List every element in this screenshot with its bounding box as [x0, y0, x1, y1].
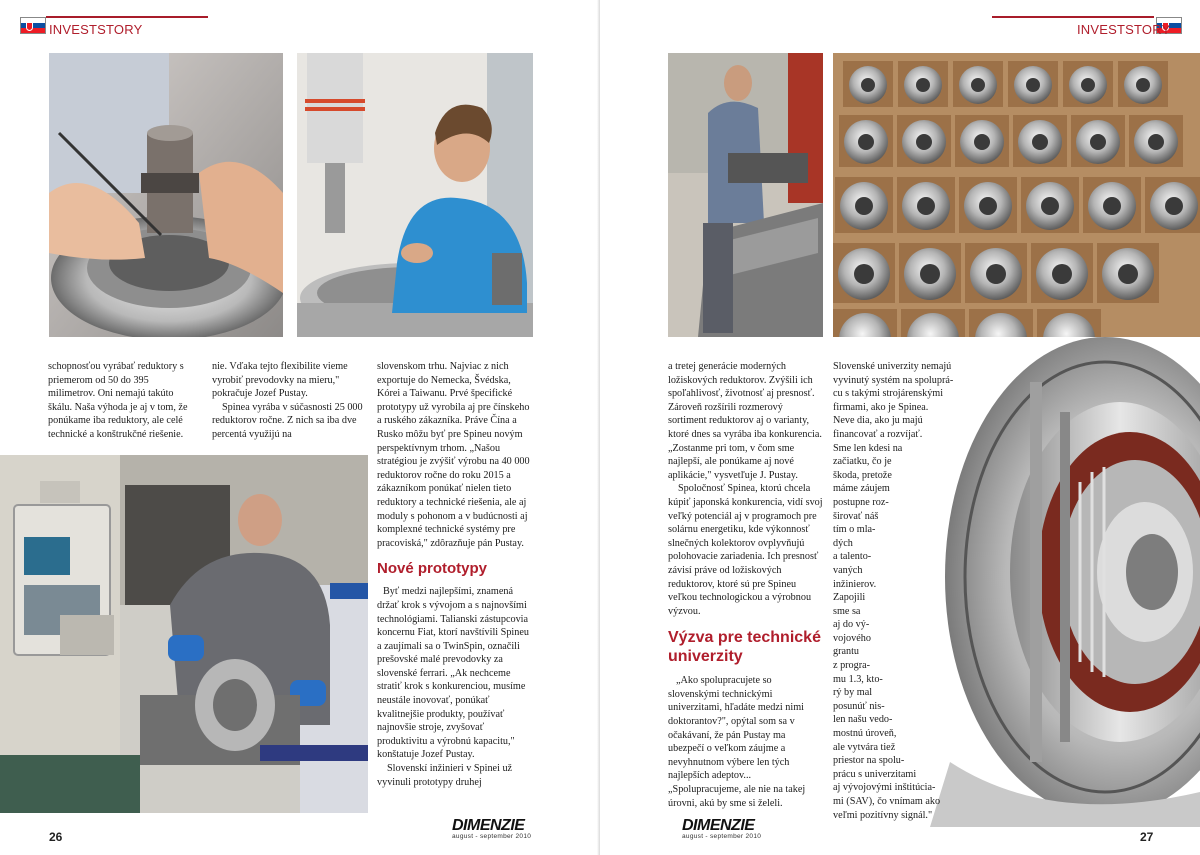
subheading: Výzva pre technické univerzity [668, 629, 821, 666]
reducer-cutaway-illustration [930, 322, 1200, 827]
article-column [377, 360, 533, 789]
page-number: 27 [1140, 830, 1154, 844]
text-line: inžinierov. [833, 578, 877, 590]
text-line: postupne roz- [833, 496, 889, 508]
section-label: INVESTSTORY [49, 22, 143, 37]
paragraph: slovenskom trhu. Najviac z nich exportuje do Nemecka, Švédska, Kórei a Taiwanu. Prvé špecifické prototypy už vyrobila aj pre čínskeho a ruského zákazníka. Práve Čína a Rusko môžu byť pre Spineu novým perspektívnym trhom. „Našou stratégiou je zvýšiť výrobu na 40 000 reduktorov ročne do roku 2015 a zákazníkom ponúkať nielen tieto reduktory a technické riešenia, ale aj moduly s pohonom a v budúcnosti aj komplexné technické systémy pre pracoviská," zdôrazňuje pán Pustay. [377, 361, 530, 549]
article-column-wrapped [833, 360, 963, 822]
logo-wordmark: DIMENZIE [452, 817, 525, 834]
article-column [212, 360, 364, 442]
text-line: firmami, ako je Spinea. [833, 401, 929, 413]
paragraph: Byť medzi najlepšími, znamená držať krok s vývojom a s najnovšími technológiami. Talianski zástupcovia koncernu Fiat, ktorí navštívili Spineu a zaujímali sa o TwinSpin, označili prešovské malé prevodovky za slovenské ferrari. „Ak nechceme stratiť krok s konkurenciou, musíme neustále inovovať, ponúkať kvalitnejšie produkty, používať najnovšie stroje, zvyšovať produktivitu a výrobnú kapacitu," konštatuje Jozef Pustay. [377, 586, 529, 761]
text-line: financovať a rozvíjať. [833, 428, 923, 440]
paragraph: a tretej generácie moderných ložiskových reduktorov. Zvýšili ich spoľahlivosť, životnosť aj presnosť. Zároveň rozšírili rozmerový sortiment reduktorov aj o varianty, ktoré dnes sa vyrába iba konkurencia. „Zostanme pri tom, v čom sme najlepší, ale ponúkame aj nové aplikácie," vysvetľuje J. Pustay. [668, 361, 822, 481]
text-line: vaných [833, 564, 863, 576]
text-line: rý by mal [833, 687, 873, 699]
text-line: ale vytvára tiež [833, 741, 896, 753]
text-line: aj vývojovými inštitúcia- [833, 782, 936, 794]
paragraph: Spoločnosť Spinea, ktorú chcela kúpiť japonská konkurencia, vidí svoj veľký potenciál aj v programoch pre solárnu energetiku, kde výkonnosť slnečných kolektorov ovplyvňujú polohovacie zariadenia. Ich presnosť závisí práve od ložiskových reduktorov, ktoré sú pre Spineu veľkou technologickou a výrobnou výzvou. [668, 483, 823, 617]
slovak-flag-icon [20, 17, 46, 34]
text-line: Neve dia, ako ju majú [833, 415, 923, 427]
right-page [600, 0, 1200, 855]
magazine-logo [682, 817, 774, 845]
text-line: aj do vý- [833, 619, 870, 631]
text-line: len našu vedo- [833, 714, 893, 726]
photo-engineer-at-machine [297, 53, 533, 337]
text-line: Sme len kdesi na [833, 442, 903, 454]
photo-worker-bench [668, 53, 823, 337]
photo-worker-cnc [0, 455, 368, 813]
subheading: Nové prototypy [377, 560, 488, 578]
paragraph: schopnosťou vyrábať reduktory s priemerom od 50 do 395 milimetrov. Oni nemajú takúto škálu. Naša výhoda je aj v tom, že ponúkame iba reduktory, ale celé technické a konštrukčné riešenie. [48, 361, 188, 440]
photo-hands-assembly [49, 53, 283, 337]
page-number: 26 [49, 830, 63, 844]
text-line: tím o mla- [833, 524, 876, 536]
text-line: mostnú úroveň, [833, 728, 897, 740]
text-line: veľmi pozitívny signál." [833, 809, 933, 821]
article-column [668, 360, 823, 810]
issue-date: august - september 2010 [452, 833, 532, 840]
paragraph: „Ako spolupracujete so slovenskými technickými univerzitami, hľadáte medzi nimi doktorantov?", opýtal som sa v očakávaní, že pán Pustay ma ubezpečí o veľkom záujme a nevyhnutnom výbere len tých najlepších adeptov... „Spolupracujeme, ale nie na takej úrovni, akú by sme si želeli. [668, 675, 806, 809]
text-line: mi (SAV), čo vnímam ako [833, 796, 941, 807]
text-line: Zapojili [833, 592, 866, 604]
header-rule [46, 16, 208, 18]
text-line: a talento- [833, 551, 872, 563]
article-column [48, 360, 198, 442]
text-line: dých [833, 537, 853, 549]
text-line: máme záujem [833, 483, 890, 495]
paragraph: nie. Vďaka tejto flexibilite vieme vyrobiť prevodovky na mieru," pokračuje Jozef Pustay. [212, 361, 348, 400]
text-line: grantu [833, 646, 860, 658]
text-line: vojového [833, 632, 871, 644]
text-line: sme sa [833, 605, 861, 617]
issue-date: august - september 2010 [682, 833, 762, 840]
header-rule [992, 16, 1154, 18]
logo-wordmark: DIMENZIE [682, 817, 755, 834]
text-line: z progra- [833, 660, 871, 672]
paragraph: Slovenskí inžinieri v Spinei už vyvinuli prototypy druhej [377, 763, 513, 788]
text-line: začiatku, čo je [833, 456, 892, 468]
text-line: prácu s univerzitami [833, 768, 917, 780]
text-line: Slovenské univerzity nemajú [833, 361, 952, 372]
text-line: širovať náš [833, 510, 879, 522]
section-label: INVESTSTORY [1077, 22, 1171, 37]
photo-reducer-boxes [833, 53, 1200, 337]
magazine-logo [452, 817, 544, 845]
text-line: mu 1.3, kto- [833, 673, 883, 685]
text-line: priestor na spolu- [833, 755, 905, 767]
paragraph: Spinea vyrába v súčasnosti 25 000 reduktorov ročne. Z nich sa iba dve percentá využijú na [212, 401, 363, 440]
text-line: škoda, pretože [833, 469, 892, 481]
text-line: posunúť nis- [833, 700, 885, 712]
text-line: cu s takými strojárenskými [833, 388, 944, 400]
text-line: vyvinutý systém na spoluprá- [833, 374, 954, 386]
